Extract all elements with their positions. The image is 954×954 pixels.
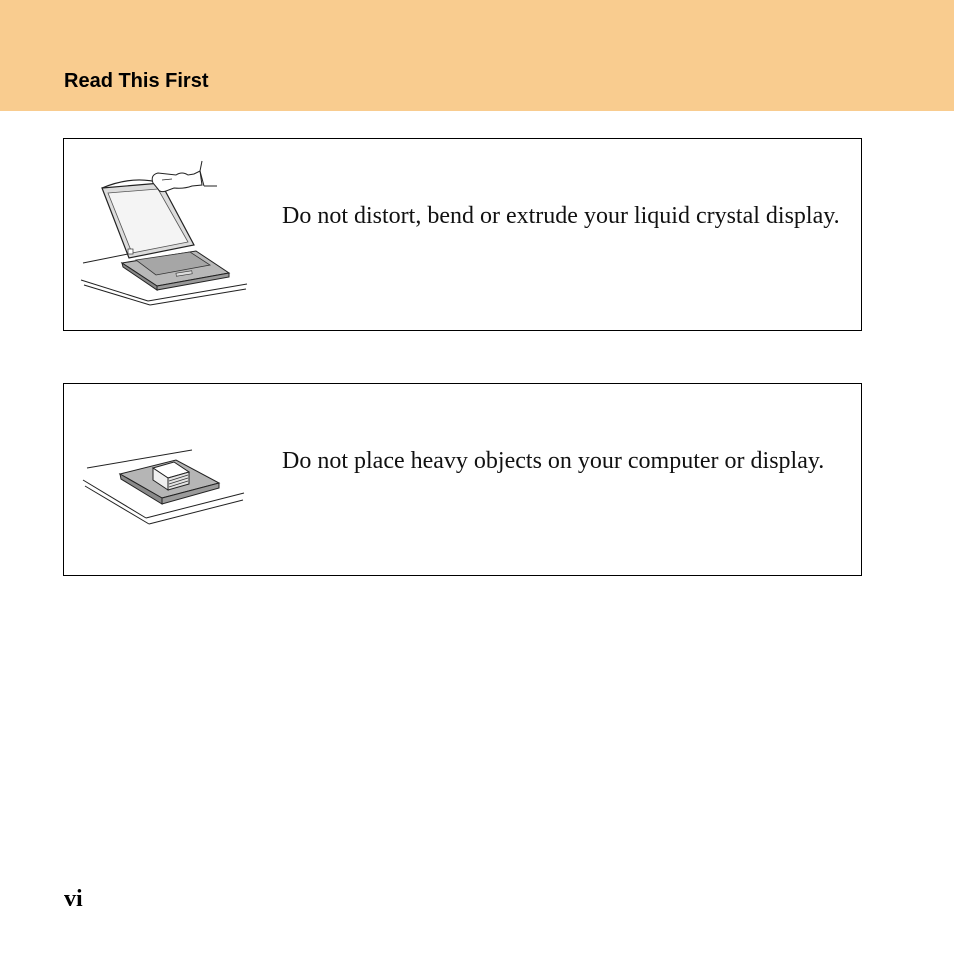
notice-box-heavy-objects — [63, 383, 862, 576]
heavy-object-on-laptop-illustration — [78, 398, 258, 563]
section-title: Read This First — [64, 70, 209, 92]
page-number: vi — [64, 886, 83, 912]
header-band — [0, 0, 954, 111]
notice-box-lcd — [63, 138, 862, 331]
laptop-display-bend-illustration — [78, 153, 258, 318]
notice-text-lcd: Do not distort, bend or extrude your liquid crystal display. — [282, 203, 840, 229]
notice-text-heavy-objects: Do not place heavy objects on your computer or display. — [282, 448, 825, 474]
